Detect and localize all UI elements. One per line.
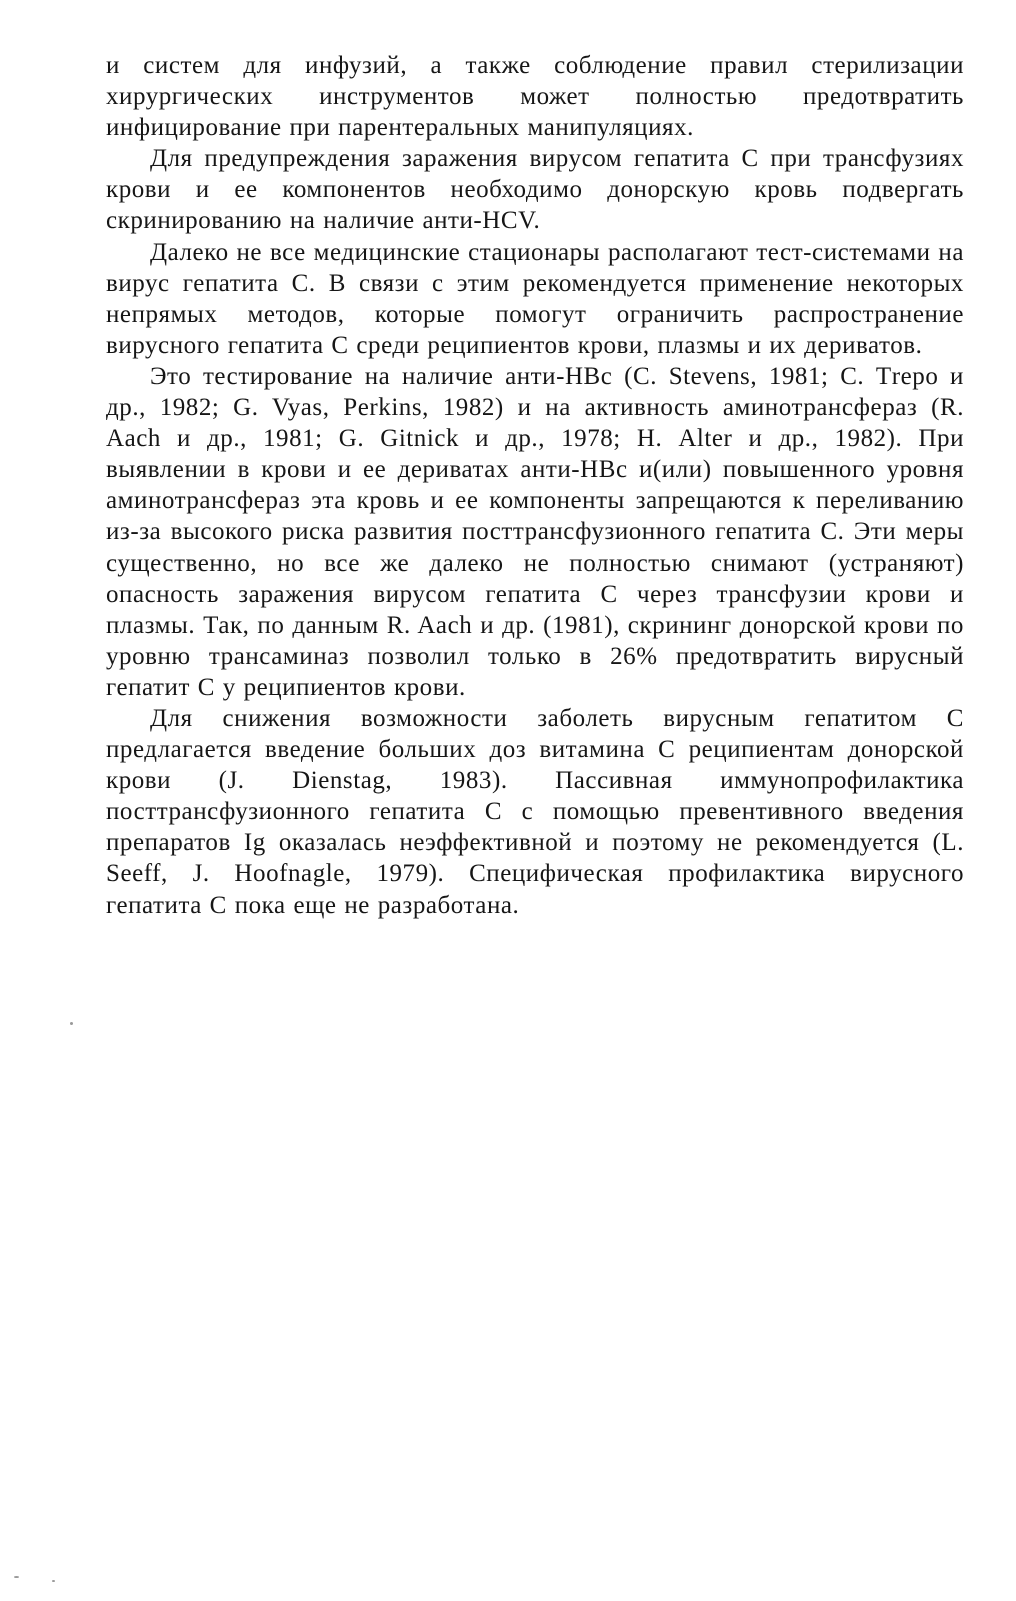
paragraph-donor-screening: Для предупреждения заражения вирусом гепатита С при трансфузиях крови и ее компонентов необходимо донорскую кровь подвергать скринированию на наличие анти-HCV. <box>106 145 964 235</box>
paragraph-prophylaxis: Для снижения возможности заболеть вирусным гепатитом С предлагается введение больших доз витамина С реципиентам донорской крови (J. Dienstag, 1983). Пассивная иммунопрофилактика посттрансфузионного гепатита С с помощью превентивного введения препаратов Ig оказалась неэффективной и поэтому не рекомендуется (L. Seeff, J. Hoofnagle, 1979). Специфическая профилактика вирусного гепатита С пока еще не разработана. <box>106 704 964 919</box>
paragraph-indirect-methods: Далеко не все медицинские стационары располагают тест-системами на вирус гепатита С. В связи с этим рекомендуется применение некоторых непрямых методов, которые помогут ограничить распространение вирусного гепатита С среди реципиентов крови, плазмы и их дериватов. <box>106 238 964 359</box>
scan-speck <box>14 1576 19 1578</box>
document-body <box>106 50 964 921</box>
paragraph-testing: Это тестирование на наличие анти-НВс (С. Stevens, 1981; С. Тrеро и др., 1982; G. Vyas, Perkins, 1982) и на активность аминотрансфераз (R. Aach и др., 1981; G. Gitnick и др., 1978; Н. Alter и др., 1982). При выявлении в крови и ее дериватах анти-НВс и(или) повышенного уровня аминотрансфераз эта кровь и ее компоненты запрещаются к переливанию из-за высокого риска развития посттрансфузионного гепатита С. Эти меры существенно, но все же далеко не полностью снимают (устраняют) опасность заражения вирусом гепатита С через трансфузии крови и плазмы. Так, по данным R. Aach и др. (1981), скрининг донорской крови по уровню трансаминаз позволил только в 26% предотвратить вирусный гепатит С у реципиентов крови. <box>106 362 964 701</box>
scan-speck <box>52 1580 55 1582</box>
scan-speck <box>70 1022 73 1025</box>
paragraph-continuation: и систем для инфузий, а также соблюдение правил стерилизации хирургических инструментов может полностью предотвратить инфицирование при парентеральных манипуляциях. <box>106 52 964 142</box>
